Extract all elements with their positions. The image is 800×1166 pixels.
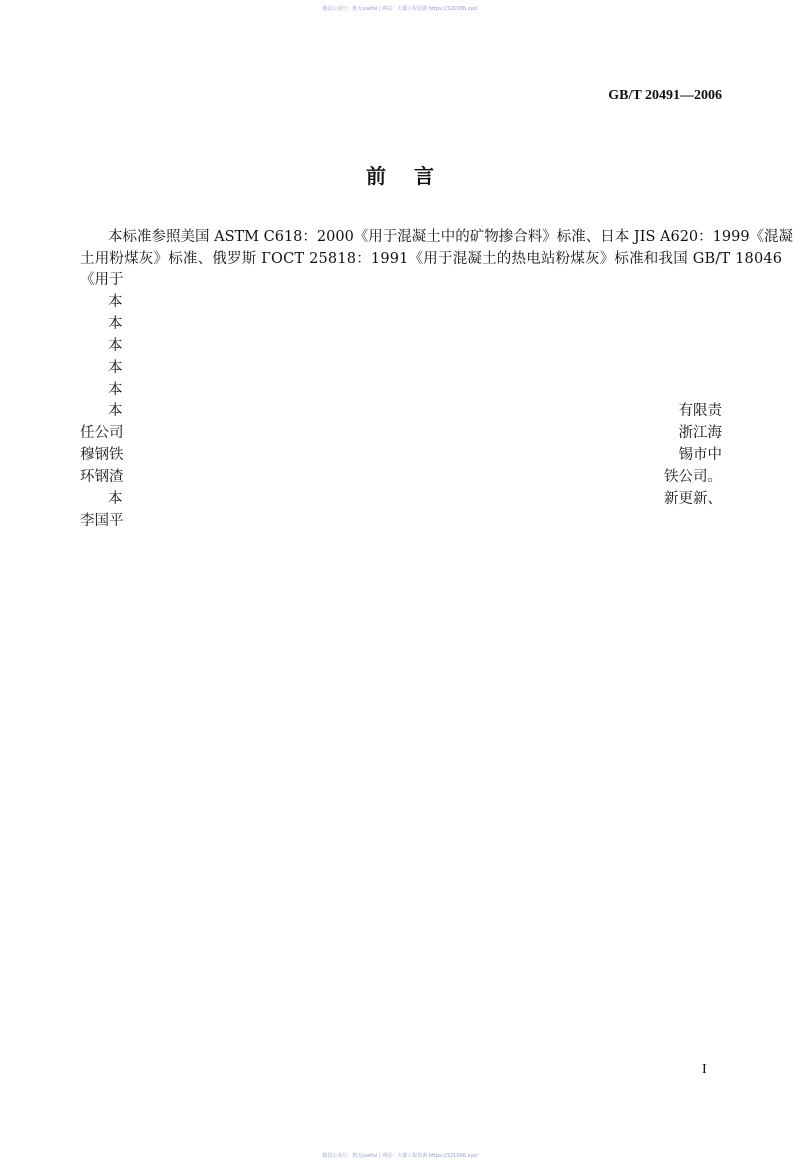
page-number: I [702, 1062, 707, 1077]
paragraph-line: 土用粉煤灰》标准、俄罗斯 ГОСТ 25818：1991《用于混凝土的热电站粉煤灰》标准和我国 GB/T 18046 [80, 251, 783, 267]
paragraph-fragment: 穆钢铁 [80, 447, 124, 463]
paragraph-line: 《用于 [80, 272, 124, 288]
paragraph-fragment: 环钢渣 [80, 469, 124, 485]
paragraph-fragment-right: 锡市中 [678, 447, 722, 463]
watermark-bottom: 微信公众号：教无useful | 网站：大都工程资源 https://321006.xyz/ [322, 1153, 478, 1159]
paragraph-fragment: 任公司 [80, 425, 124, 441]
paragraph-fragment: 本 [108, 316, 123, 332]
paragraph-fragment: 本 [108, 294, 123, 310]
paragraph-fragment: 本 [108, 491, 123, 507]
paragraph-line: 本标准参照美国 ASTM C618：2000《用于混凝土中的矿物掺合料》标准、日本 JIS A620：1999《混凝 [108, 229, 794, 245]
paragraph-fragment-right: 新更新、 [664, 491, 722, 507]
paragraph-fragment-right: 浙江海 [678, 425, 722, 441]
paragraph-fragment: 本 [108, 360, 123, 376]
paragraph-fragment: 本 [108, 403, 123, 419]
paragraph-fragment: 李国平 [80, 513, 124, 529]
paragraph-fragment-right: 有限责 [678, 403, 722, 419]
paragraph-fragment: 本 [108, 338, 123, 354]
paragraph-fragment-right: 铁公司。 [664, 469, 722, 485]
watermark-top: 微信公众号：教无useful | 网站：大都工程资源 https://321006.xyz/ [322, 6, 478, 12]
paragraph-fragment: 本 [108, 382, 123, 398]
standard-number: GB/T 20491—2006 [608, 88, 722, 103]
page-title: 前言 [366, 164, 462, 188]
